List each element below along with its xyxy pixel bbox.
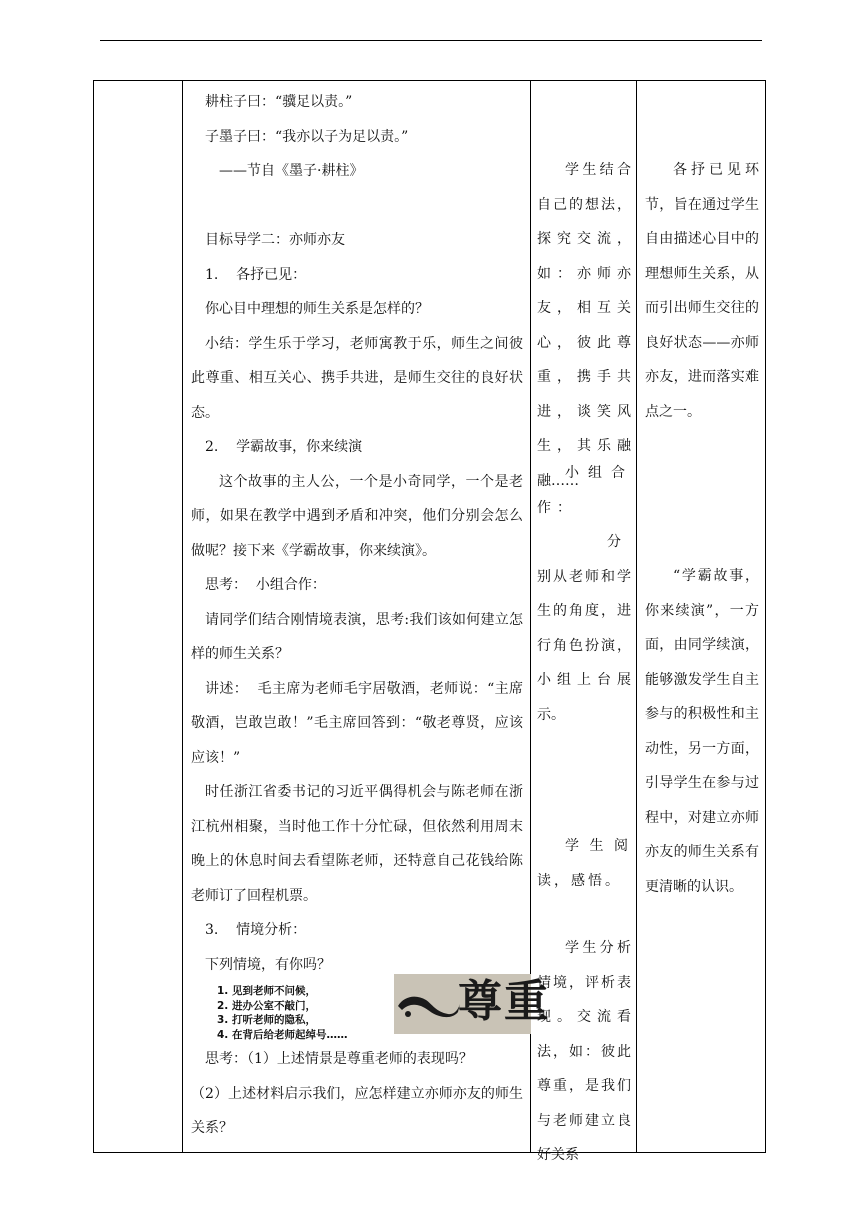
think-detail: 请同学们结合刚情境表演，思考:我们该如何建立怎样的师生关系？ [191,611,523,662]
design-intent-column [637,81,767,1152]
activity-title: 小组合作： [537,465,631,516]
list-item: 3. 打听老师的隐私， [217,1014,316,1026]
think-question: 思考：（1）上述情景是尊重老师的表现吗？ [205,1051,473,1067]
list-item: 4. 在背后给老师起绰号…… [217,1028,348,1041]
situation-list [217,984,347,1042]
list-item-heading: 2. 学霸故事，你来续演 [205,439,363,455]
lecture-text: 讲述： 毛主席为老师毛宇居敬酒，老师说：“主席敬酒，岂敢岂敢！”毛主席回答到：“敬老尊贤，应该应该！” [191,680,523,766]
summary-text: 小结：学生乐于学习，老师寓教于乐，师生之间彼此尊重、相互关心、携手共进，是师生交往的良好状态。 [191,335,523,421]
quote-line: 子墨子曰：“我亦以子为足以责。” [205,128,409,145]
quote-line: 耕柱子曰：“骥足以责。” [205,94,353,110]
think-prompt: 思考： 小组合作： [205,577,326,593]
activity-text: 分别从老师和学生的角度，进行角色扮演，小组上台展示。 [537,534,631,723]
story-intro: 这个故事的主人公，一个是小奇同学，一个是老师，如果在教学中遇到矛盾和冲突，他们分别会怎么做呢？接下来《学霸故事，你来续演》。 [191,473,523,559]
goal-heading: 目标导学二：亦师亦友 [205,232,345,248]
brush-stroke-icon [396,992,462,1020]
list-item-heading: 1. 各抒已见： [205,266,307,283]
intent-text: 各抒已见环节，旨在通过学生自由描述心目中的理想师生关系，从而引出师生交往的良好状态——亦师亦友，进而落实难点之一。 [645,162,759,420]
lesson-table [93,80,766,1163]
list-item-heading: 3. 情境分析： [205,922,307,938]
question-text: 你心目中理想的师生关系是怎样的？ [205,301,429,317]
question-text: 下列情境，有你吗？ [205,956,331,973]
list-item: 2. 进办公室不敲门， [217,999,316,1012]
activity-text: 学生阅读，感悟。 [537,838,631,889]
respect-calligraphy-image [394,974,550,1034]
situation-figure [191,976,550,1042]
blank-line [191,189,523,224]
student-activity-column [531,81,637,1163]
list-item: 1. 见到老师不问候， [217,985,316,997]
calligraphy-text: 尊重 [458,976,550,1027]
intent-text: “学霸故事，你来续演”，一方面，由同学续演，能够激发学生自主参与的积极性和主动性，另一方面，引导学生在参与过程中，对建立亦师亦友的师生关系有更清晰的认识。 [645,568,759,895]
header-rule [100,40,762,41]
think-question: （2）上述材料启示我们，应怎样建立亦师亦友的师生关系？ [191,1085,523,1136]
teaching-content-column [183,81,550,1152]
quote-source: ——节自《墨子·耕柱》 [219,163,364,179]
lecture-text: 时任浙江省委书记的习近平偶得机会与陈老师在浙江杭州相聚，当时他工作十分忙碌，但依然利用周末晚上的休息时间去看望陈老师，还特意自己花钱给陈老师订了回程机票。 [191,784,523,904]
activity-text: 学生结合自己的想法，探究交流，如：亦师亦友，相互关心，彼此尊重，携手共进，谈笑风生，其乐融融…… [537,162,631,489]
activity-text: 学生分析情境，评析表现。交流看法，如：彼此尊重，是我们与老师建立良好关系 [537,940,631,1163]
